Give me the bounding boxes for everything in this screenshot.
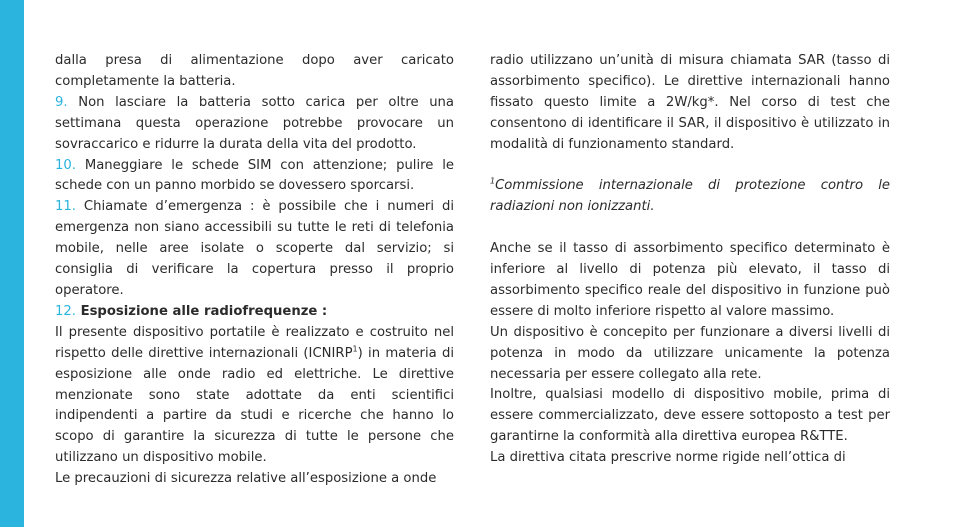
- item-12-heading: [55, 302, 454, 323]
- item-12-number: 12.: [55, 303, 76, 319]
- footnote: [490, 176, 890, 218]
- spacer: [490, 218, 890, 239]
- item-10-number: 10.: [55, 157, 76, 173]
- item-12-title: Esposizione alle radiofrequenze :: [75, 303, 328, 319]
- footnote-number: 1: [490, 177, 496, 187]
- market-test-paragraph: Inoltre, qualsiasi modello di dispositivo mobile, prima di essere commercializzato, deve essere sottoposto a test per garantirne la conformità alla direttiva europea R&TTE.: [490, 387, 890, 445]
- continued-paragraph: dalla presa di alimentazione dopo aver caricato completamente la batteria.: [55, 53, 454, 89]
- accent-sidebar-bar: [0, 0, 24, 527]
- item-11-text: Chiamate d’emergenza : è possibile che i numeri di emergenza non siano accessibili su tutte le reti di telefonia mobile, nelle aree isolate o scoperte dal servizio; si consiglia di verificare la copertura presso il proprio operatore.: [55, 199, 454, 298]
- item-9: [55, 93, 454, 156]
- item-9-text: Non lasciare la batteria sotto carica per oltre una settimana questa operazione potrebbe provocare un sovraccarico e ridurre la durata della vita del prodotto.: [55, 94, 454, 152]
- directive-paragraph: La direttiva citata prescrive norme rigide nell’ottica di: [490, 450, 846, 466]
- item-11: [55, 197, 454, 302]
- power-levels-paragraph: Un dispositivo è concepito per funzionare a diversi livelli di potenza in modo da utilizzare unicamente la potenza necessaria per essere collegato alla rete.: [490, 324, 890, 382]
- left-text-column: [55, 51, 454, 490]
- sar-paragraph: radio utilizzano un’unità di misura chiamata SAR (tasso di assorbimento specifico). Le direttive internazionali hanno fissato questo limite a 2W/kg*. Nel corso di test che consentono di identificare il SAR, il dispositivo è utilizzato in modalità di funzionamento standard.: [490, 53, 890, 152]
- absorption-level-paragraph: Anche se il tasso di assorbimento specifico determinato è inferiore al livello di potenza più elevato, il tasso di assorbimento specifico reale del dispositivo in funzione può essere di molto inferiore rispetto al valore massimo.: [490, 241, 890, 319]
- precautions-paragraph: Le precauzioni di sicurezza relative all’esposizione a onde: [55, 471, 437, 487]
- item-10-text: Maneggiare le schede SIM con attenzione; pulire le schede con un panno morbido se dovessero sporcarsi.: [55, 157, 454, 194]
- icnirp-text-start: Il presente dispositivo portatile è realizzato e costruito nel rispetto delle direttive internazionali (ICNIRP: [55, 324, 454, 361]
- item-9-number: 9.: [55, 94, 68, 110]
- item-10: [55, 156, 454, 198]
- icnirp-paragraph: [55, 323, 454, 469]
- spacer: [490, 156, 890, 177]
- footnote-text: Commissione internazionale di protezione contro le radiazioni non ionizzanti.: [490, 178, 890, 215]
- right-text-column: [490, 51, 890, 469]
- footnote-ref-sup: 1: [352, 344, 358, 354]
- item-11-number: 11.: [55, 199, 76, 215]
- icnirp-text-end: ) in materia di esposizione alle onde radio ed elettriche. Le direttive menzionate sono state adottate da enti scientifici indipendenti a partire da studi e ricerche che hanno lo scopo di garantire la sicurezza di tutte le persone che utilizzano un dispositivo mobile.: [55, 345, 455, 466]
